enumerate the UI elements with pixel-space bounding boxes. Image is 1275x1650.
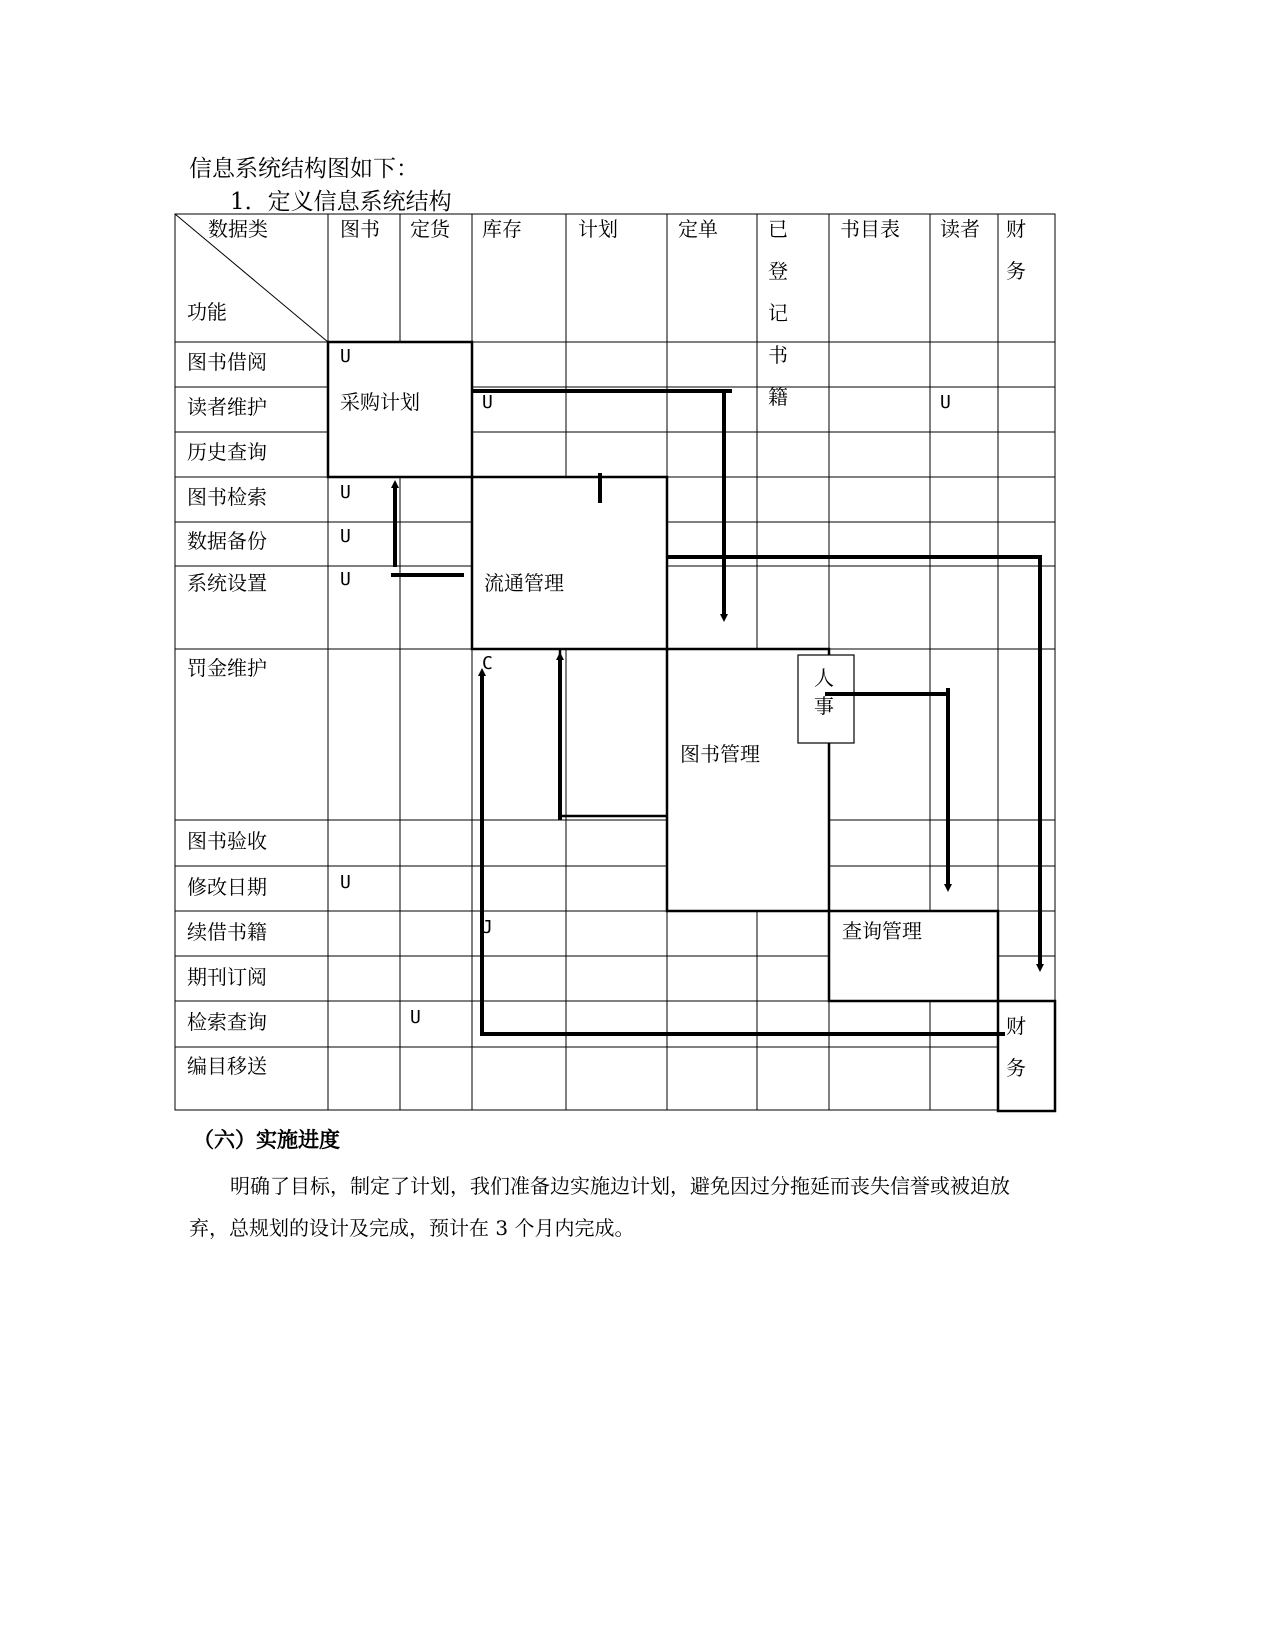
row-label: 历史查询 xyxy=(187,440,267,464)
col-header-inventory: 库存 xyxy=(482,217,522,241)
col-header-readers: 读者 xyxy=(940,217,980,241)
row-label: 图书借阅 xyxy=(187,350,267,374)
row-label: 续借书籍 xyxy=(187,920,267,944)
paragraph-line-2: 弃，总规划的设计及完成，预计在 3 个月内完成。 xyxy=(189,1216,635,1240)
usage-mark: U xyxy=(340,526,351,547)
section-heading: 1．定义信息系统结构 xyxy=(230,189,452,215)
usage-mark: U xyxy=(940,392,951,413)
usage-mark: U xyxy=(340,346,351,367)
block-label-query-mgmt: 查询管理 xyxy=(842,919,922,943)
row-label: 罚金维护 xyxy=(187,656,267,680)
paragraph-line-1: 明确了目标，制定了计划，我们准备边实施边计划，避免因过分拖延而丧失信誉或被迫放 xyxy=(230,1174,1010,1198)
col-header-books: 图书 xyxy=(340,217,380,241)
row-label: 系统设置 xyxy=(187,571,267,595)
usage-mark: U xyxy=(410,1007,421,1028)
row-label: 读者维护 xyxy=(187,395,267,419)
col-header-order-goods: 定货 xyxy=(410,217,450,241)
block-label-book-mgmt: 图书管理 xyxy=(680,742,760,766)
col-header-order-form: 定单 xyxy=(678,217,718,241)
row-label: 期刊订阅 xyxy=(187,965,267,989)
corner-bottom-label: 功能 xyxy=(187,300,227,324)
block-label-personnel: 人事 xyxy=(814,666,834,718)
usage-mark: U xyxy=(340,569,351,590)
usage-mark: U xyxy=(340,482,351,503)
row-label: 修改日期 xyxy=(187,875,267,899)
col-header-plan: 计划 xyxy=(578,217,618,241)
usage-mark: U xyxy=(482,392,493,413)
col-header-finance: 财务 xyxy=(1006,217,1026,283)
intro-text: 信息系统结构图如下： xyxy=(189,156,419,182)
row-label: 检索查询 xyxy=(187,1010,267,1034)
row-label: 图书检索 xyxy=(187,485,267,509)
usage-mark: J xyxy=(482,917,493,938)
block-label-finance: 财务 xyxy=(1006,1014,1026,1080)
block-label-purchase: 采购计划 xyxy=(340,390,420,414)
col-header-registered-books: 已登记书籍 xyxy=(768,217,800,409)
block-label-circulation: 流通管理 xyxy=(484,571,564,595)
usage-mark: U xyxy=(340,872,351,893)
row-label: 图书验收 xyxy=(187,829,267,853)
col-header-catalog: 书目表 xyxy=(840,217,900,241)
row-label: 数据备份 xyxy=(187,529,267,553)
row-label: 编目移送 xyxy=(187,1054,267,1078)
create-mark: C xyxy=(482,653,493,674)
section-six-heading: （六）实施进度 xyxy=(193,1128,340,1152)
corner-top-label: 数据类 xyxy=(208,217,268,241)
